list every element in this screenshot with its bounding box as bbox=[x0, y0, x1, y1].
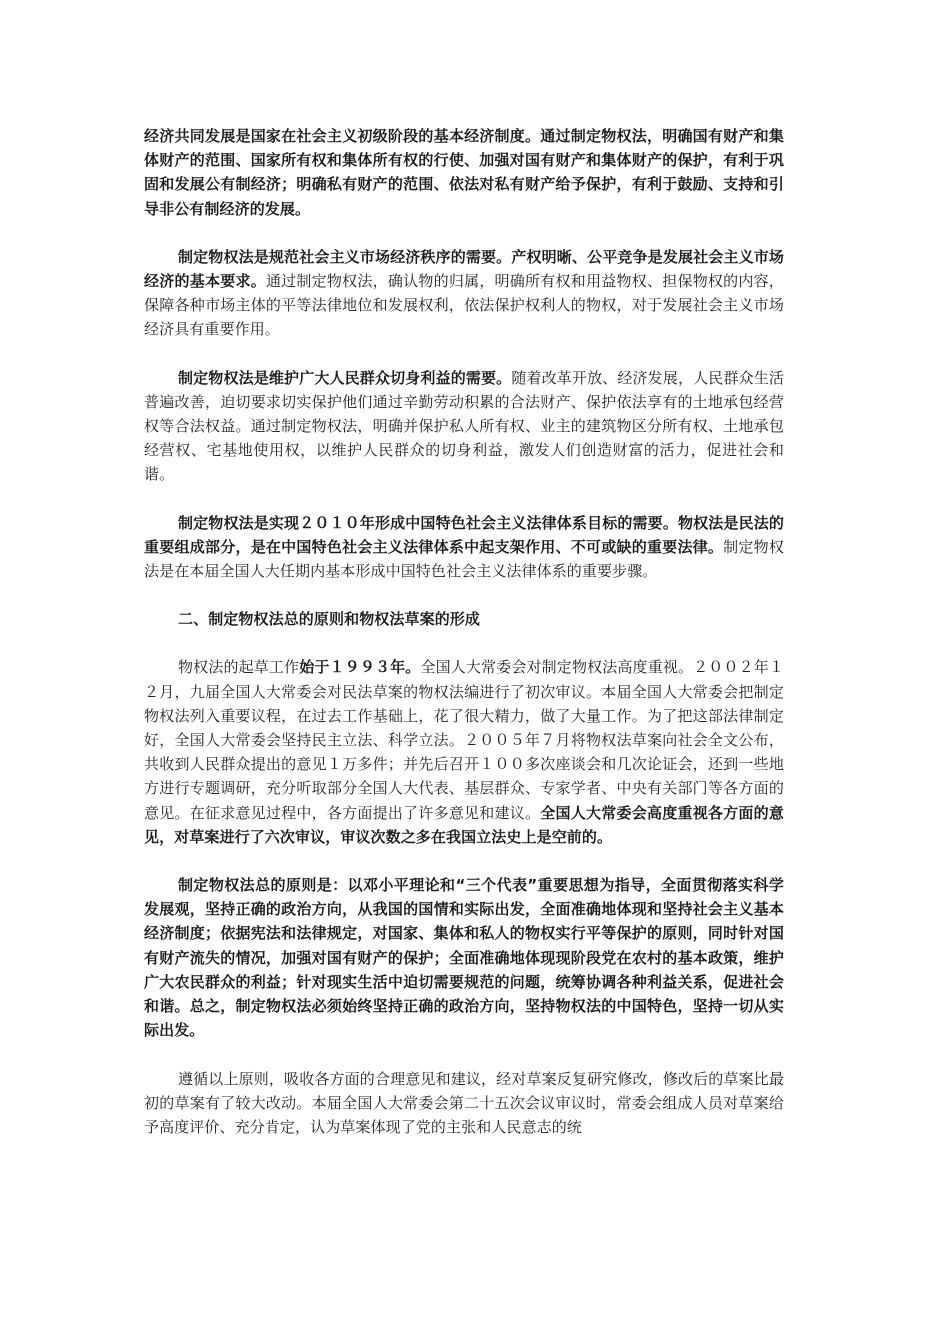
paragraph-general-principles bbox=[144, 873, 784, 1042]
text-run-bold: 全国人大常委会高度重视各方面的意见，对草案进行了六次审议，审议次数之多在我国立法史上是空前的。 bbox=[144, 803, 784, 846]
text-run-bold: 制定物权法是规范社会主义市场经济秩序的需要。产权明晰、公平竞争是发展社会主义市场经济的基本要求。 bbox=[144, 247, 784, 291]
text-run-bold: 制定物权法是实现２０１０年形成中国特色社会主义法律体系目标的需要。物权法是民法的重要组成部分，是在中国特色社会主义法律体系中起支架作用、不可或缺的重要法律。 bbox=[144, 513, 784, 556]
text-run: 经济共同发展是国家在社会主义初级阶段的基本经济制度。通过制定物权法，明确国有财产和集体财产的范围、国家所有权和集体所有权的行使、加强对国有财产和集体财产的保护，有利于巩固和发展公有制经济；明确私有财产的范围、依法对私有财产给予保护，有利于鼓励、支持和引导非公有制经济的发展。 bbox=[144, 127, 784, 218]
paragraph-people-interests bbox=[144, 366, 784, 487]
text-run: 全国人大常委会对制定物权法高度重视。２００２年１２月，九届全国人大常委会对民法草案的物权法编进行了初次审议。本届全国人大常委会把制定物权法列入重要议程，在过去工作基础上，花了很大精力，做了大量工作。为了把这部法律制定好，全国人大常委会坚持民主立法、科学立法。２００５年７月将物权法草案向社会全文公布，共收到人民群众提出的意见１万多件；并先后召开１００多次座谈会和几次论证会，还到一些地方进行专题调研，充分听取部分全国人大代表、基层群众、专家学者、中央有关部门等各方面的意见。在征求意见过程中，各方面提出了许多意见和建议。 bbox=[144, 658, 785, 822]
paragraph-following-principles bbox=[144, 1067, 784, 1140]
paragraph-drafting-history bbox=[144, 655, 784, 849]
text-run: 制定物权法是在本届全国人大任期内基本形成中国特色社会主义法律体系的重要步骤。 bbox=[144, 537, 784, 581]
section-heading bbox=[144, 607, 784, 631]
heading-text: 二、制定物权法总的原则和物权法草案的形成 bbox=[178, 610, 481, 629]
paragraph-legal-system-2010 bbox=[144, 511, 784, 584]
text-run: 遵循以上原则，吸收各方面的合理意见和建议，经对草案反复研究修改，修改后的草案比最初的草案有了较大改动。本届全国人大常委会第二十五次会议审议时，常委会组成人员对草案给予高度评价、充分肯定，认为草案体现了党的主张和人民意志的统 bbox=[144, 1069, 784, 1136]
text-run: 随着改革开放、经济发展，人民群众生活普遍改善，迫切要求切实保护他们通过辛勤劳动积累的合法财产、保护依法享有的土地承包经营权等合法权益。通过制定物权法，明确并保护私人所有权、业主的建筑物区分所有权、土地承包经营权、宅基地使用权，以维护人民群众的切身利益，激发人们创造财富的活力，促进社会和谐。 bbox=[144, 368, 784, 484]
text-run-bold: 制定物权法总的原则是：以邓小平理论和“三个代表”重要思想为指导，全面贯彻落实科学发展观，坚持正确的政治方向，从我国的国情和实际出发，全面准确地体现和坚持社会主义基本经济制度；依据宪法和法律规定，对国家、集体和私人的物权实行平等保护的原则，同时针对国有财产流失的情况，加强对国有财产的保护；全面准确地体现现阶段党在农村的基本政策，维护广大农民群众的利益；针对现实生活中迫切需要规范的问题，统筹协调各种利益关系，促进社会和谐。总之，制定物权法必须始终坚持正确的政治方向，坚持物权法的中国特色，坚持一切从实际出发。 bbox=[144, 876, 784, 1040]
text-run: 物权法的起草工作 bbox=[178, 658, 300, 677]
paragraph-basic-economic-system bbox=[144, 124, 784, 221]
paragraph-market-economy-order bbox=[144, 245, 784, 342]
text-run-bold: 始于１９９３年。 bbox=[299, 658, 421, 677]
text-run: 通过制定物权法，确认物的归属，明确所有权和用益物权、担保物权的内容，保障各种市场主体的平等法律地位和发展权利，依法保护权利人的物权，对于发展社会主义市场经济具有重要作用。 bbox=[144, 272, 784, 339]
document-page bbox=[144, 124, 784, 1163]
text-run-bold: 制定物权法是维护广大人民群众切身利益的需要。 bbox=[178, 368, 512, 387]
